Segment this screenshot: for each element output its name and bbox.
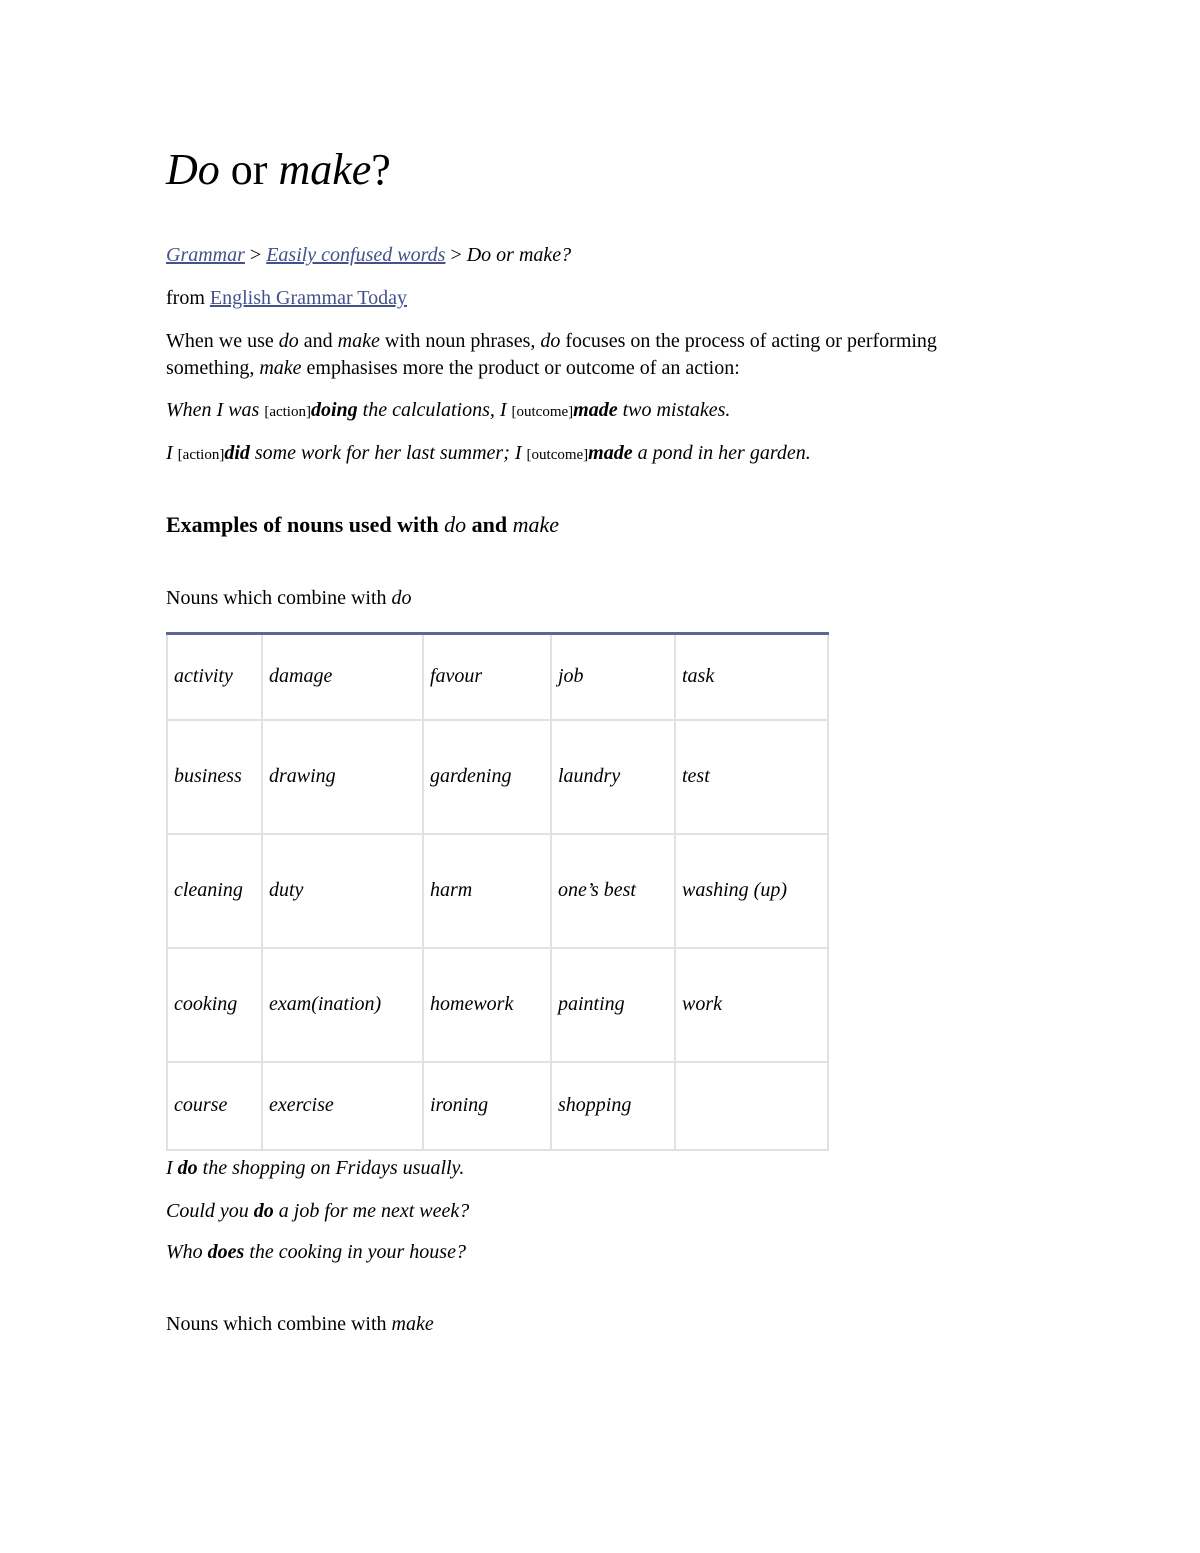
make-nouns-heading: Nouns which combine with make: [166, 1313, 434, 1335]
table-cell: job: [551, 634, 675, 720]
table-cell: cleaning: [167, 834, 262, 948]
breadcrumb: [166, 241, 571, 269]
breadcrumb-link-grammar[interactable]: Grammar: [166, 244, 245, 266]
document-page: [166, 140, 1066, 1335]
table-cell: one’s best: [551, 834, 675, 948]
table-cell: cooking: [167, 948, 262, 1062]
table-row: [167, 948, 828, 1062]
table-cell: work: [675, 948, 828, 1062]
table-cell: painting: [551, 948, 675, 1062]
table-row: [167, 634, 828, 720]
table-cell: activity: [167, 634, 262, 720]
do-example-sentence: I do the shopping on Fridays usually.: [166, 1157, 465, 1179]
do-nouns-heading: Nouns which combine with do: [166, 587, 412, 609]
table-cell: business: [167, 720, 262, 834]
do-example-sentence: Could you do a job for me next week?: [166, 1200, 470, 1222]
table-cell: washing (up): [675, 834, 828, 948]
example-sentence: When I was [action]doing the calculations, I [outcome]made two mistakes.: [166, 399, 731, 421]
page-title: Do or make?: [166, 145, 391, 194]
breadcrumb-separator: >: [249, 244, 262, 266]
tag-action: [action]: [177, 447, 225, 463]
table-cell: shopping: [551, 1062, 675, 1150]
table-cell: duty: [262, 834, 423, 948]
intro-paragraph: When we use do and make with noun phrases, do focuses on the process of acting or performing something, make emphasises more the product or outcome of an action:: [166, 330, 937, 379]
source-line: [166, 284, 407, 312]
table-cell: task: [675, 634, 828, 720]
table-cell: [675, 1062, 828, 1150]
table-cell: laundry: [551, 720, 675, 834]
section-heading: Examples of nouns used with do and make: [166, 512, 560, 537]
table-cell: exam(ination): [262, 948, 423, 1062]
source-link[interactable]: English Grammar Today: [209, 287, 407, 309]
table-cell: homework: [423, 948, 551, 1062]
table-row: [167, 720, 828, 834]
do-example-sentence: Who does the cooking in your house?: [166, 1241, 466, 1263]
tag-outcome: [outcome]: [526, 447, 589, 463]
table-cell: damage: [262, 634, 423, 720]
table-cell: favour: [423, 634, 551, 720]
breadcrumb-link-easily-confused-words[interactable]: Easily confused words: [266, 244, 446, 266]
table-cell: exercise: [262, 1062, 423, 1150]
table-cell: harm: [423, 834, 551, 948]
table-row: [167, 834, 828, 948]
table-row: [167, 1062, 828, 1150]
table-cell: test: [675, 720, 828, 834]
table-cell: drawing: [262, 720, 423, 834]
source-prefix: from: [166, 287, 205, 309]
table-cell: gardening: [423, 720, 551, 834]
tag-outcome: [outcome]: [511, 404, 574, 420]
breadcrumb-separator: >: [450, 244, 462, 266]
table-cell: ironing: [423, 1062, 551, 1150]
example-sentence: I [action]did some work for her last summer; I [outcome]made a pond in her garden.: [166, 442, 811, 464]
tag-action: [action]: [264, 404, 311, 420]
do-nouns-table: [166, 632, 829, 1151]
breadcrumb-current: Do or make?: [466, 244, 572, 266]
table-cell: course: [167, 1062, 262, 1150]
